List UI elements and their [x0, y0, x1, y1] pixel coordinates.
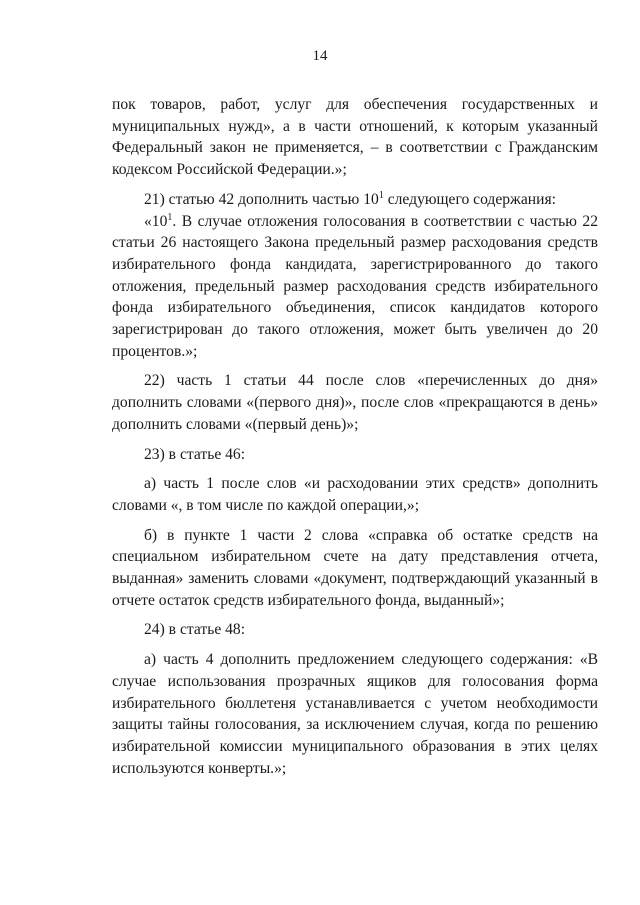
paragraph-item-24: 24) в статье 48:	[144, 621, 246, 639]
page-number: 14	[312, 48, 328, 64]
paragraph-item-23a: а) часть 1 после слов «и расходовании этих средств» дополнить словами «, в том числе по каждой операции,»;	[112, 475, 598, 514]
paragraph-quote-10-1	[112, 211, 598, 363]
paragraph-item-21	[112, 189, 598, 211]
paragraph-text: «10	[144, 212, 168, 230]
paragraph-item-24a: а) часть 4 дополнить предложением следующего содержания: «В случае использования прозрачных ящиков для голосования форма избирательного бюллетеня устанавливается с учетом необходимости защиты тайны голосования, за исключением случая, когда по решению избирательной комиссии муниципального образования в этих целях используются конверты.»;	[112, 651, 598, 777]
paragraph-text: 21) статью 42 дополнить частью 10	[144, 190, 379, 208]
paragraph-item-22: 22) часть 1 статьи 44 после слов «перечисленных до дня» дополнить словами «(первого дня)», после слов «прекращаются в день» дополнить словами «(первый день)»;	[112, 372, 598, 433]
paragraph-item-23: 23) в статье 46:	[144, 445, 246, 463]
superscript: 1	[167, 211, 173, 223]
paragraph-text-after: следующего содержания:	[383, 190, 556, 208]
superscript: 1	[378, 189, 384, 201]
paragraph-continuation: пок товаров, работ, услуг для обеспечения государственных и муниципальных нужд», а в части отношений, к которым указанный Федеральный закон не применяется, – в соответствии с Гражданским кодексом Российской Федерации.»;	[112, 96, 598, 179]
paragraph-text-after: . В случае отложения голосования в соответствии с частью 22 статьи 26 настоящего Закона предельный размер расходования средств избирательного фонда кандидата, зарегистрированного до такого отложения, предельный размер расходования средств избирательного фонда избирательного объединения, список кандидатов которого зарегистрирован до такого отложения, может быть увеличен до 20 процентов.»;	[112, 212, 598, 360]
paragraph-item-23b: б) в пункте 1 части 2 слова «справка об остатке средств на специальном избирательном счете на дату представления отчета, выданная» заменить словами «документ, подтверждающий указанный в отчете остаток средств избирательного фонда, выданный»;	[112, 526, 598, 609]
document-body	[112, 94, 598, 787]
